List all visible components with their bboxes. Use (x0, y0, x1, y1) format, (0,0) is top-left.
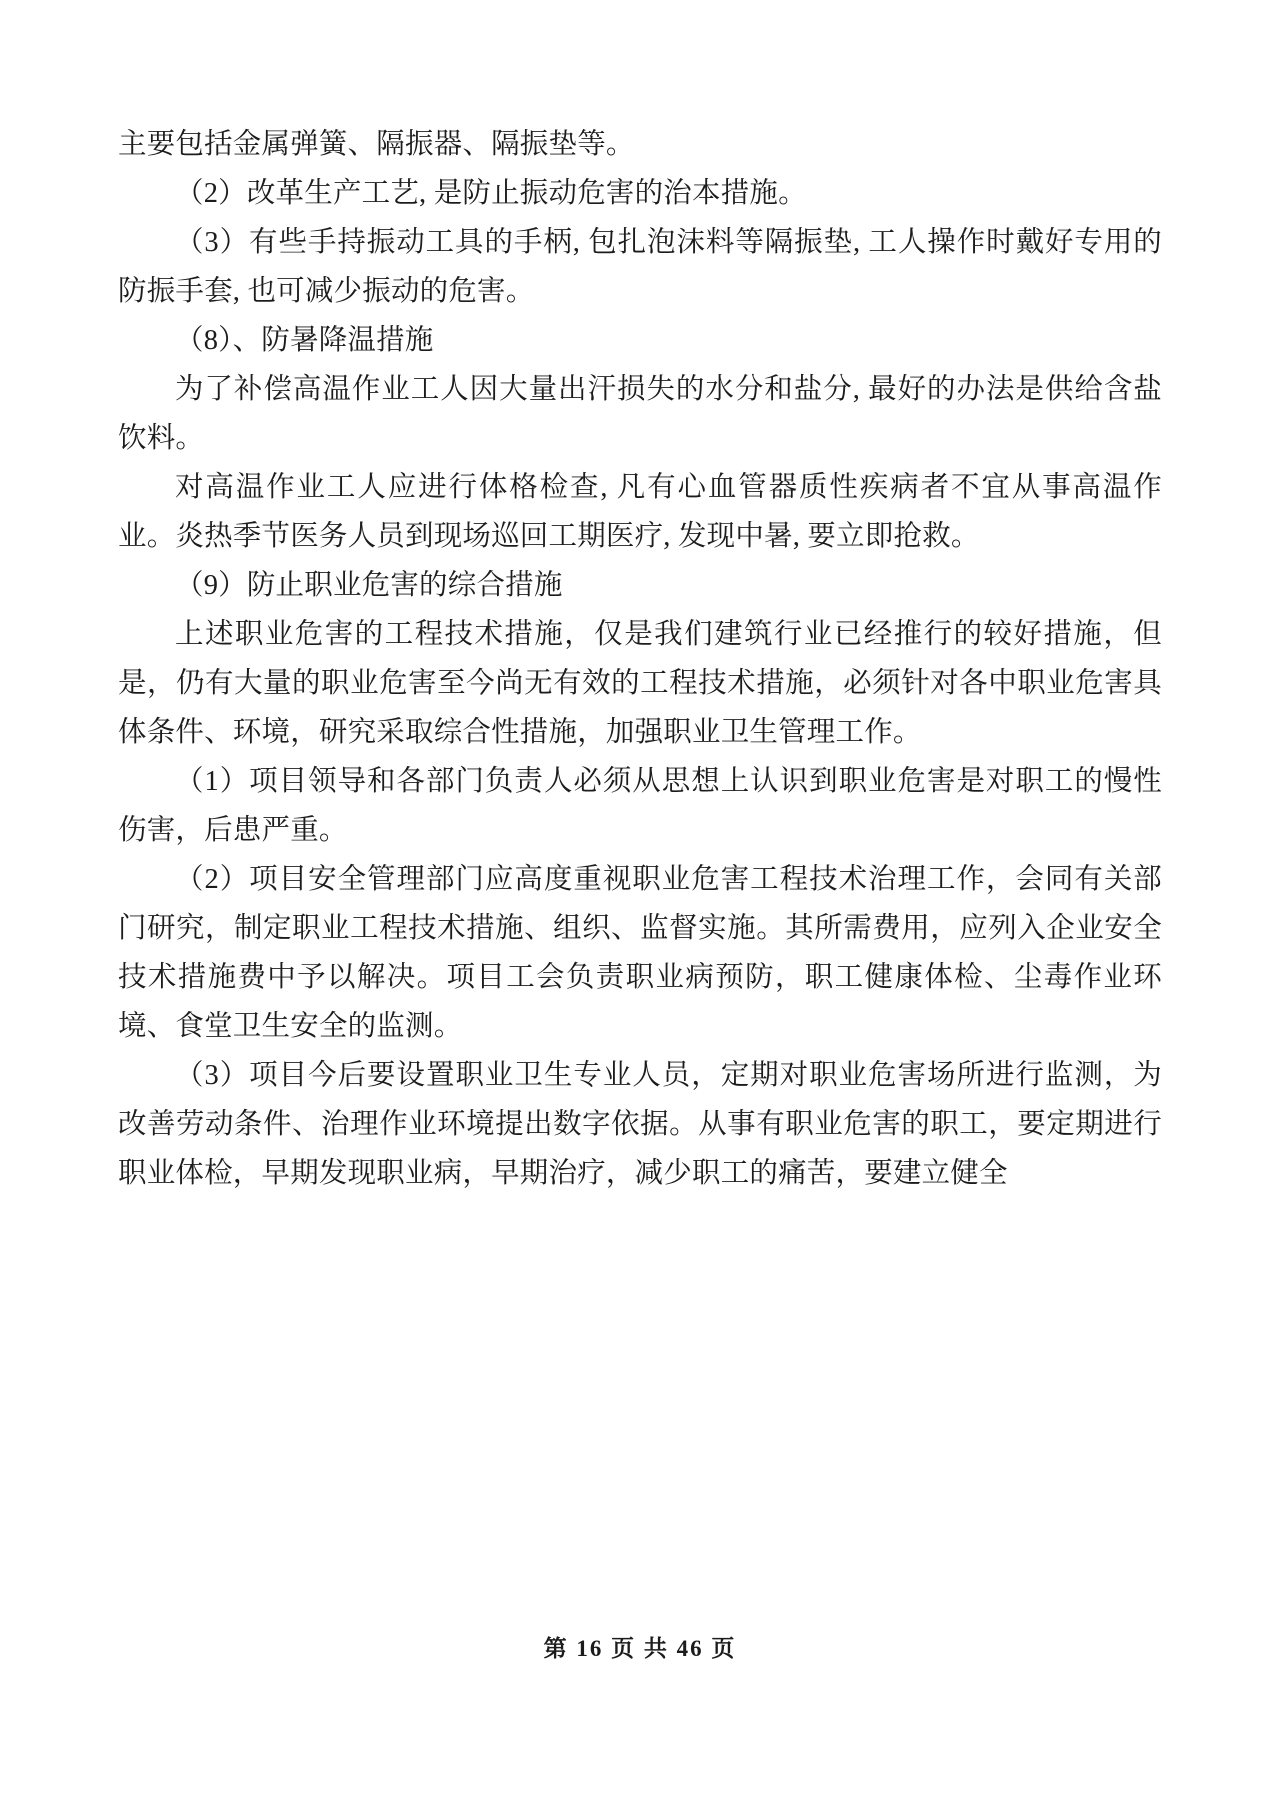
paragraph: （9）防止职业危害的综合措施 (175, 570, 563, 602)
paragraph: 为了补偿高温作业工人因大量出汗损失的水分和盐分, 最好的办法是供给含盐饮料。 (118, 374, 1162, 455)
paragraph: （3）项目今后要设置职业卫生专业人员，定期对职业危害场所进行监测，为改善劳动条件、治理作业环境提出数字依据。从事有职业危害的职工，要定期进行职业体检，早期发现职业病，早期治疗，减少职工的痛苦，要建立健全 (118, 1060, 1162, 1190)
page-footer: 第 16 页 共 46 页 (543, 1636, 737, 1661)
paragraph: （2）改革生产工艺, 是防止振动危害的治本措施。 (175, 178, 807, 210)
paragraph: （2）项目安全管理部门应高度重视职业危害工程技术治理工作，会同有关部门研究，制定职业工程技术措施、组织、监督实施。其所需费用，应列入企业安全技术措施费中予以解决。项目工会负责职业病预防，职工健康体检、尘毒作业环境、食堂卫生安全的监测。 (118, 864, 1162, 1043)
paragraph: 主要包括金属弹簧、隔振器、隔振垫等。 (118, 129, 635, 160)
paragraph: （8）、防暑降温措施 (175, 325, 434, 357)
page-body (118, 120, 1162, 1198)
paragraph: （1）项目领导和各部门负责人必须从思想上认识到职业危害是对职工的慢性伤害，后患严重。 (118, 766, 1162, 847)
paragraph: 上述职业危害的工程技术措施，仅是我们建筑行业已经推行的较好措施，但是，仍有大量的职业危害至今尚无有效的工程技术措施，必须针对各中职业危害具体条件、环境，研究采取综合性措施，加强职业卫生管理工作。 (118, 619, 1162, 749)
paragraph: （3）有些手持振动工具的手柄, 包扎泡沫料等隔振垫, 工人操作时戴好专用的防振手套, 也可减少振动的危害。 (118, 227, 1162, 308)
paragraph: 对高温作业工人应进行体格检查, 凡有心血管器质性疾病者不宜从事高温作业。炎热季节医务人员到现场巡回工期医疗, 发现中暑, 要立即抢救。 (118, 472, 1162, 553)
